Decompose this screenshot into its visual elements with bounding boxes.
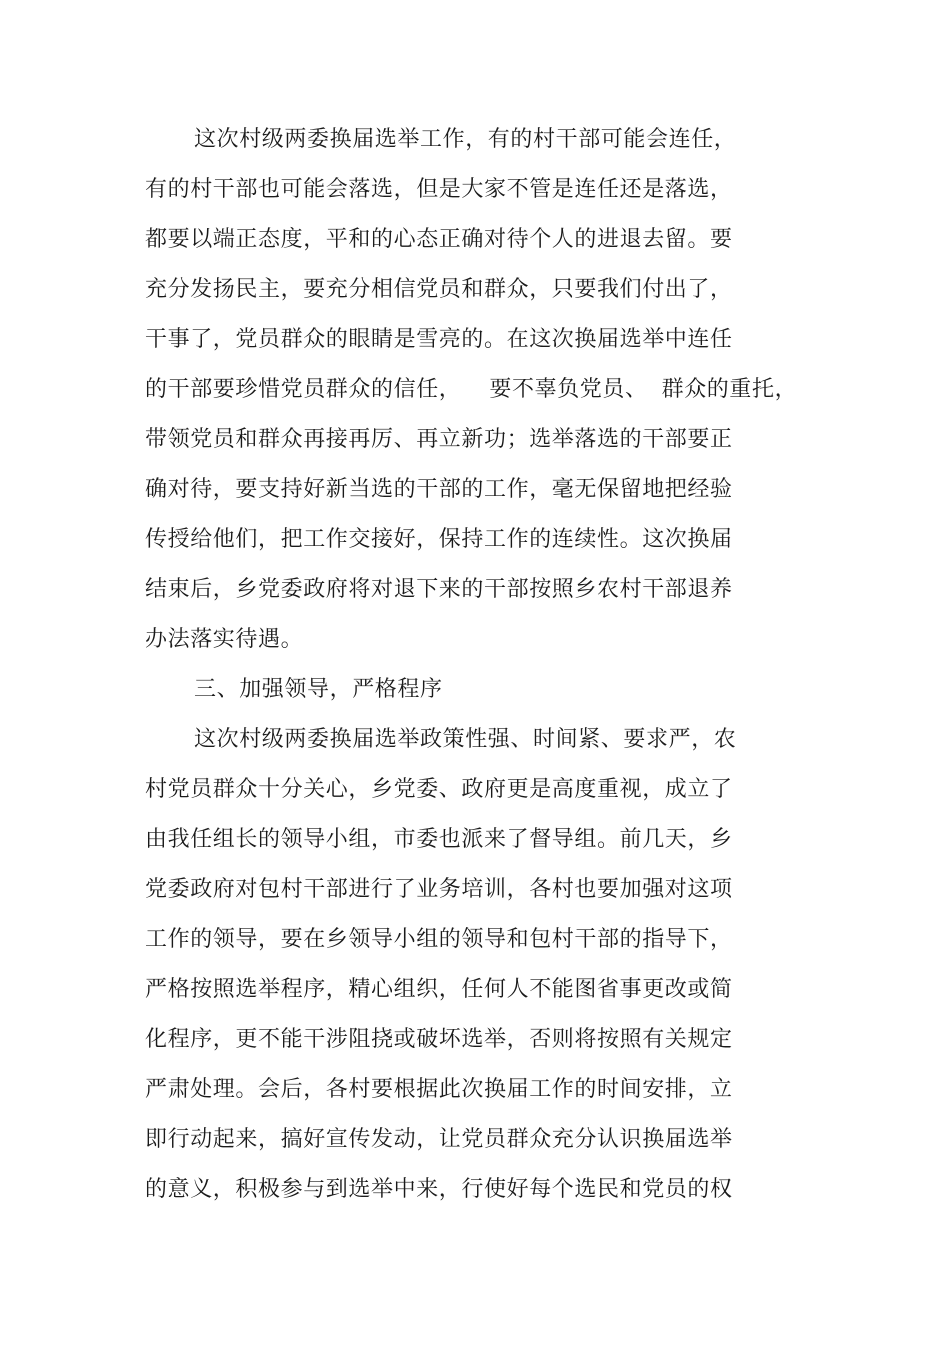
- paragraph-line: 严格按照选举程序，精心组织，任何人不能图省事更改或简: [145, 977, 733, 1002]
- paragraph-line: 这次村级两委换届选举政策性强、时间紧、要求严，农: [194, 727, 737, 752]
- paragraph-line: 结束后，乡党委政府将对退下来的干部按照乡农村干部退养: [145, 577, 733, 602]
- paragraph-line: 带领党员和群众再接再厉、再立新功；选举落选的干部要正: [145, 427, 733, 452]
- paragraph-line: 的意义，积极参与到选举中来，行使好每个选民和党员的权: [145, 1177, 733, 1202]
- paragraph-line: 党委政府对包村干部进行了业务培训，各村也要加强对这项: [145, 877, 733, 902]
- paragraph-line: 干事了，党员群众的眼睛是雪亮的。在这次换届选举中连任: [145, 327, 733, 352]
- paragraph-line: 传授给他们，把工作交接好，保持工作的连续性。这次换届: [145, 527, 733, 552]
- paragraph-line: 村党员群众十分关心，乡党委、政府更是高度重视，成立了: [145, 777, 733, 802]
- paragraph-line: 都要以端正态度，平和的心态正确对待个人的进退去留。要: [145, 227, 733, 252]
- paragraph-line: 由我任组长的领导小组，市委也派来了督导组。前几天，乡: [145, 827, 733, 852]
- section-heading: 三、加强领导，严格程序: [194, 677, 443, 702]
- paragraph-line: 即行动起来，搞好宣传发动，让党员群众充分认识换届选举: [145, 1127, 733, 1152]
- paragraph-line: 办法落实待遇。: [145, 627, 304, 652]
- paragraph-line: 严肃处理。会后，各村要根据此次换届工作的时间安排，立: [145, 1077, 733, 1102]
- line-segment: 要不辜负党员、: [489, 377, 648, 402]
- paragraph-line: 有的村干部也可能会落选，但是大家不管是连任还是落选，: [145, 177, 733, 202]
- paragraph-line: 这次村级两委换届选举工作，有的村干部可能会连任，: [194, 127, 737, 152]
- paragraph-line-spaced: [145, 375, 797, 405]
- paragraph-line: 化程序，更不能干涉阻挠或破坏选举，否则将按照有关规定: [145, 1027, 733, 1052]
- line-segment: 群众的重托，: [661, 377, 798, 402]
- paragraph-line: 确对待，要支持好新当选的干部的工作，毫无保留地把经验: [145, 477, 733, 502]
- line-segment: 的干部要珍惜党员群众的信任，: [145, 377, 462, 402]
- paragraph-line: 工作的领导，要在乡领导小组的领导和包村干部的指导下，: [145, 927, 733, 952]
- paragraph-line: 充分发扬民主，要充分相信党员和群众，只要我们付出了，: [145, 277, 733, 302]
